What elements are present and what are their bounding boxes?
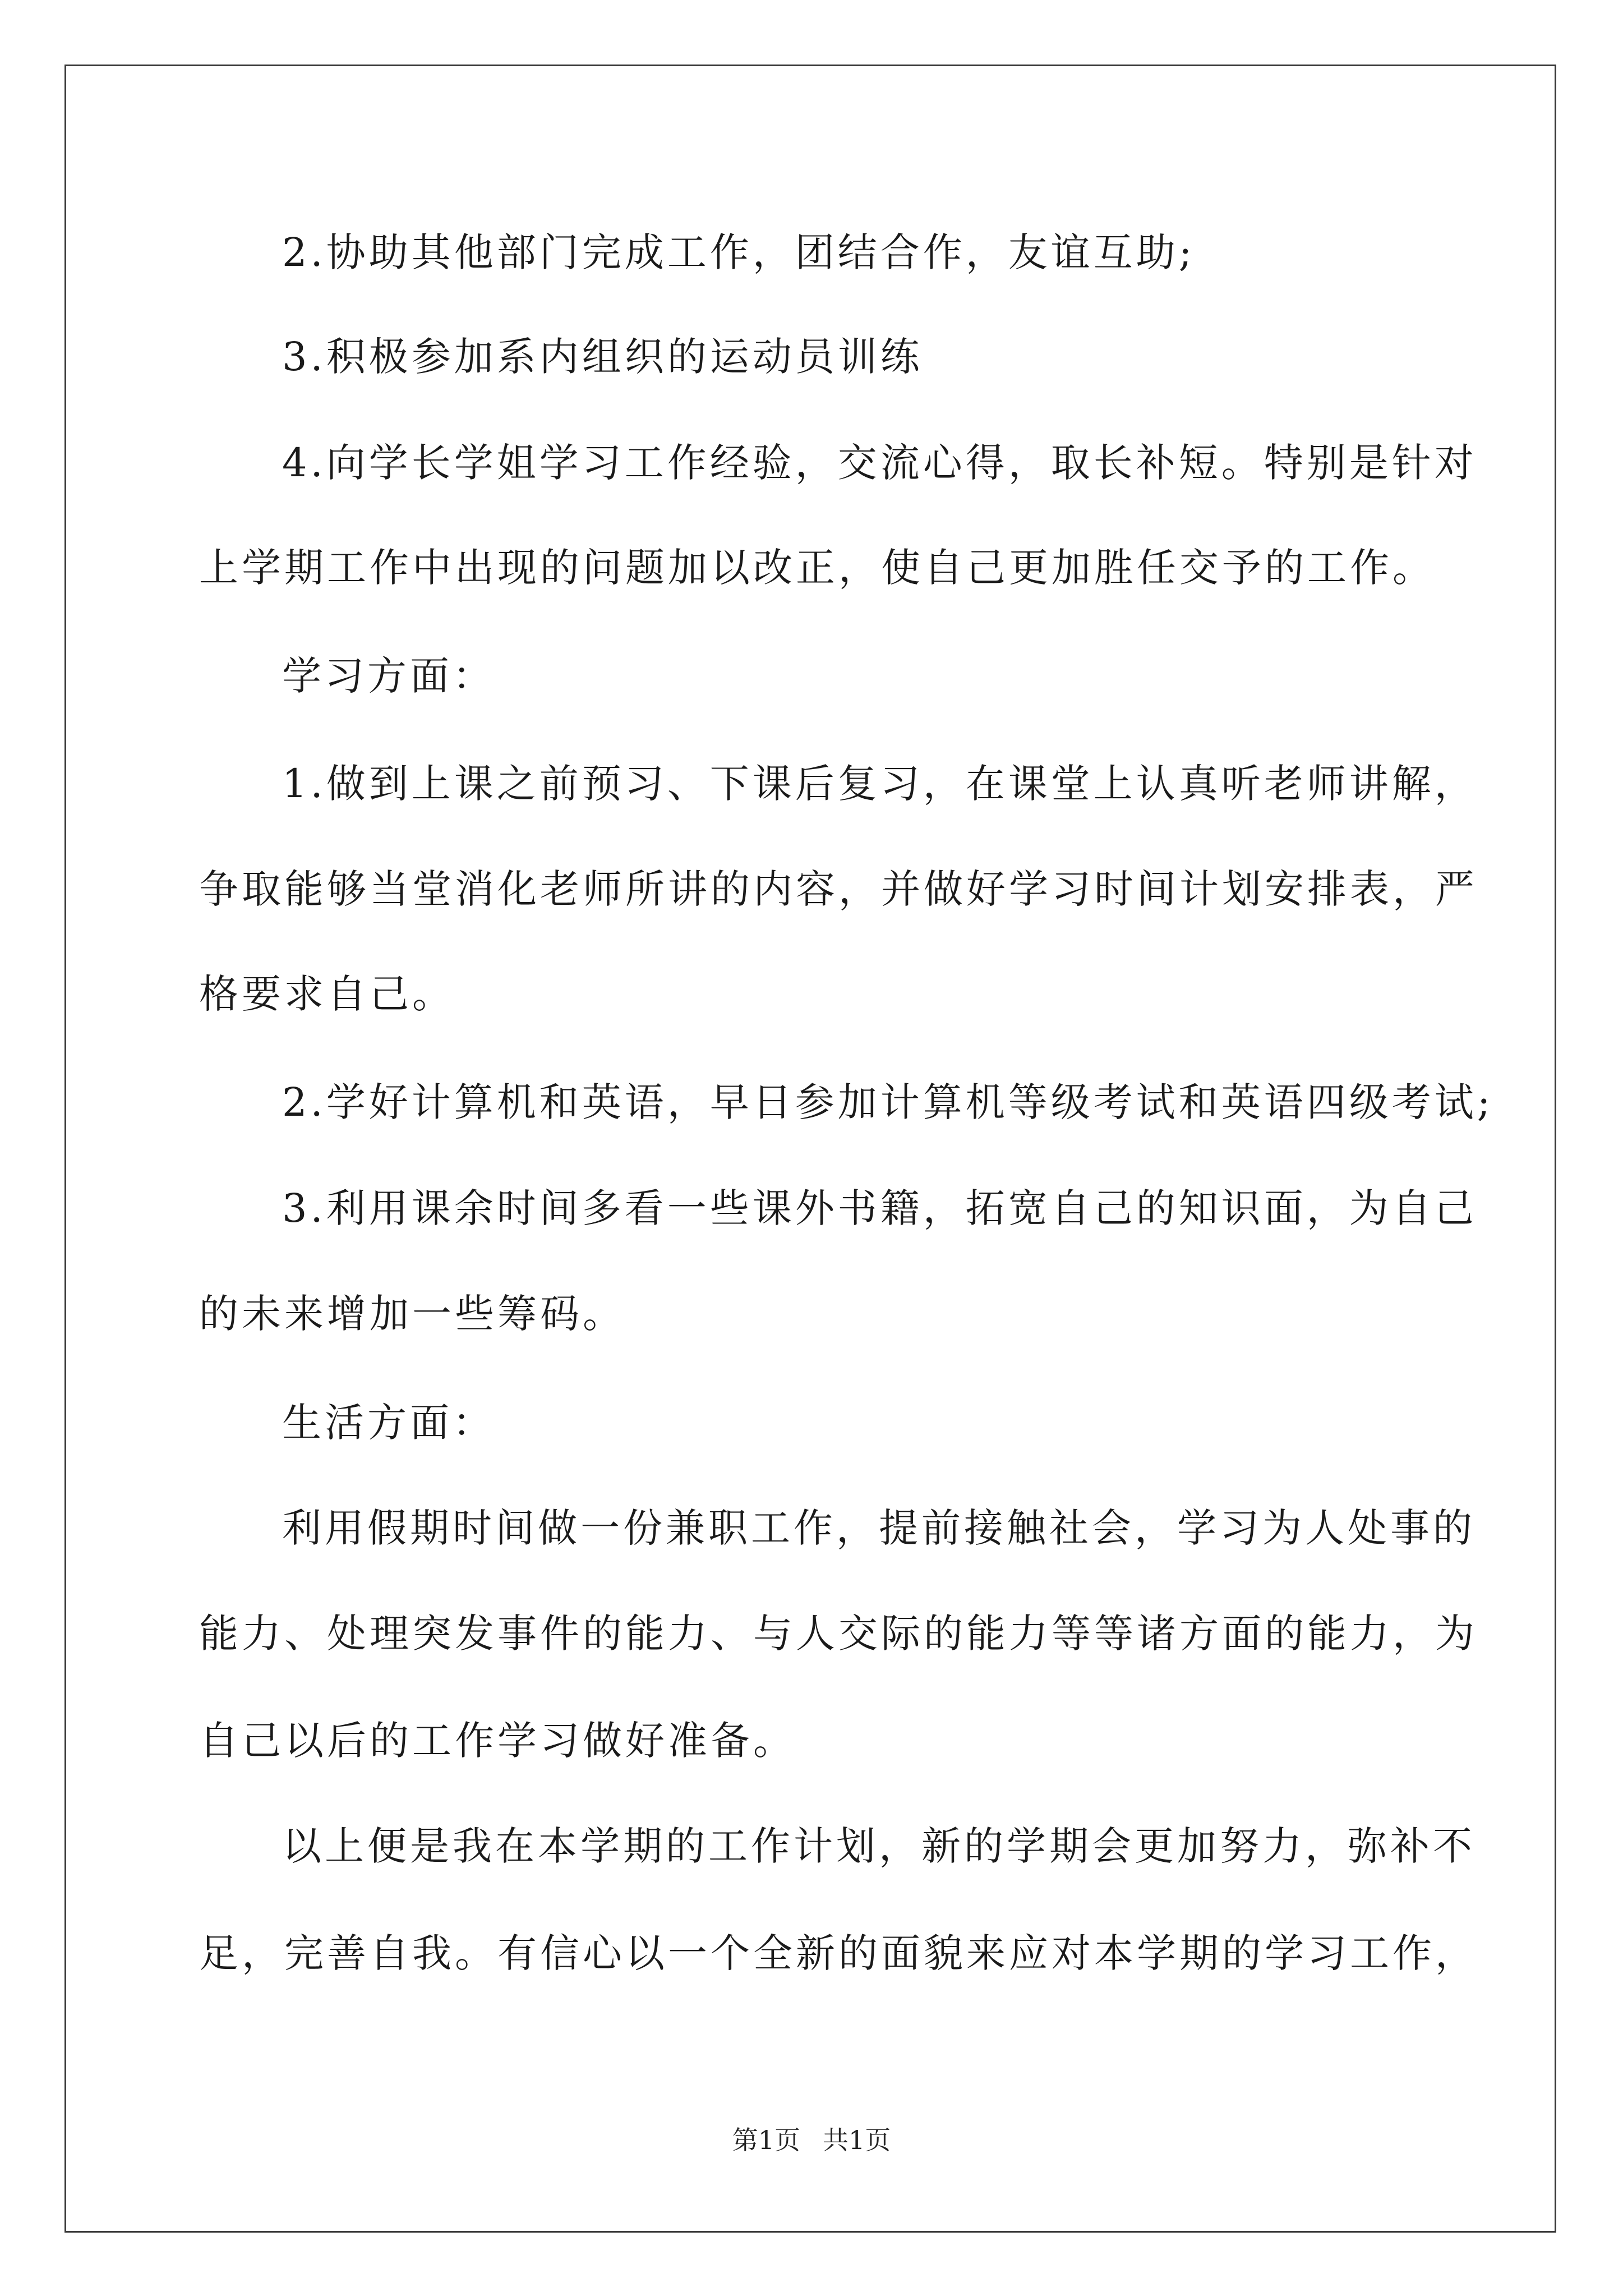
paragraph-line: 利用假期时间做一份兼职工作，提前接触社会，学习为人处事的 — [282, 1505, 1476, 1551]
paragraph-line: 格要求自己。 — [199, 971, 455, 1017]
page-footer — [0, 2123, 1623, 2157]
paragraph-line: 能力、处理突发事件的能力、与人交际的能力等等诸方面的能力，为 — [199, 1611, 1478, 1657]
paragraph-line: 以上便是我在本学期的工作计划，新的学期会更加努力，弥补不 — [282, 1823, 1476, 1869]
paragraph-line: 2.学好计算机和英语，早日参加计算机等级考试和英语四级考试; — [282, 1079, 1494, 1125]
paragraph-line: 4.向学长学姐学习工作经验，交流心得，取长补短。特别是针对 — [282, 440, 1477, 486]
paragraph-line: 2.协助其他部门完成工作，团结合作，友谊互助; — [282, 229, 1196, 275]
section-heading: 学习方面： — [282, 653, 495, 699]
page-total: 共1页 — [823, 2125, 891, 2155]
page-number: 第1页 — [732, 2125, 800, 2155]
paragraph-line: 自己以后的工作学习做好准备。 — [199, 1718, 796, 1764]
page-border — [64, 65, 1556, 2233]
paragraph-line: 1.做到上课之前预习、下课后复习，在课堂上认真听老师讲解， — [282, 761, 1477, 807]
paragraph-line: 争取能够当堂消化老师所讲的内容，并做好学习时间计划安排表，严 — [199, 866, 1478, 912]
paragraph-line: 足，完善自我。有信心以一个全新的面貌来应对本学期的学习工作， — [199, 1930, 1478, 1976]
paragraph-line: 的未来增加一些筹码。 — [199, 1291, 625, 1337]
paragraph-line: 上学期工作中出现的问题加以改正，使自己更加胜任交予的工作。 — [199, 545, 1435, 591]
section-heading: 生活方面： — [282, 1400, 495, 1446]
paragraph-line: 3.利用课余时间多看一些课外书籍，拓宽自己的知识面，为自己 — [282, 1185, 1477, 1231]
paragraph-line: 3.积极参加系内组织的运动员训练 — [282, 334, 923, 380]
